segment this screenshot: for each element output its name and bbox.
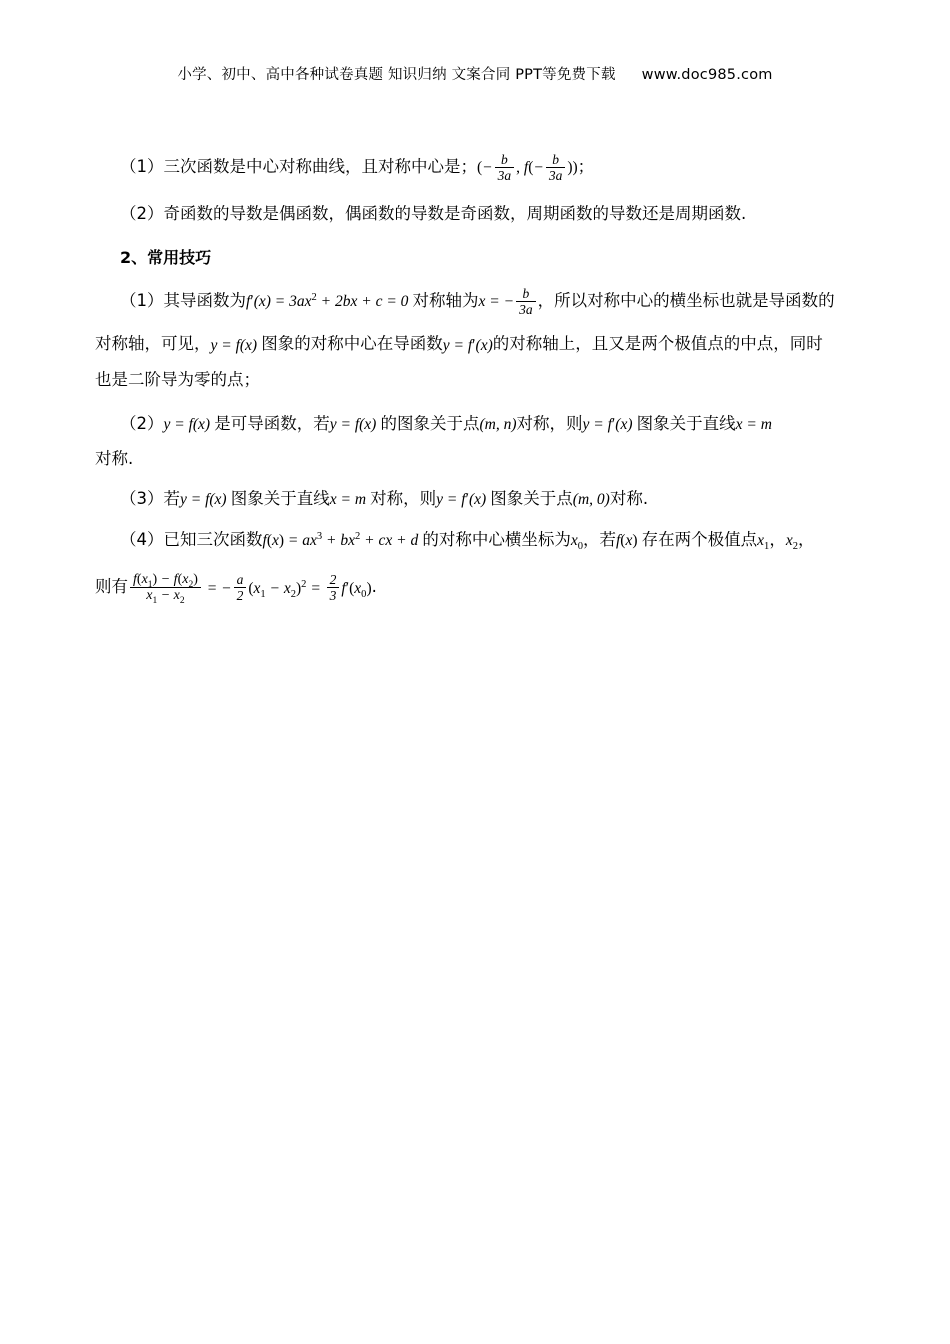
p2-formula-3: (m, n) <box>479 415 517 433</box>
p1-text-b: 对称轴为 <box>412 291 479 311</box>
p1-text-e: 图象的对称中心在导函数 <box>261 334 443 354</box>
p4-formula-2: $x_0$ <box>570 532 583 553</box>
p4-formula-3: f(x) <box>615 532 638 550</box>
paragraph-technique-4 <box>95 525 865 556</box>
item1-prefix: （1）三次函数是中心对称曲线，且对称中心是； <box>120 157 477 176</box>
p1-formula-1: $f'(x) = 3ax^2 + 2bx + c = 0$ <box>246 292 409 311</box>
paragraph-technique-1b <box>95 329 865 360</box>
paragraph-item-1 <box>95 140 865 195</box>
p2-formula-5: x = m <box>735 415 772 433</box>
p1-formula-3: y = f(x) <box>210 336 258 354</box>
p2-formula-2: y = f(x) <box>329 415 377 433</box>
p3-text-e: 对称. <box>609 488 649 508</box>
p5-text-a: 则有 <box>95 577 128 597</box>
p3-text-c: 对称，则 <box>370 488 437 508</box>
item2-text: （2）奇函数的导数是偶函数，偶函数的导数是奇函数，周期函数的导数还是周期函数. <box>120 204 747 224</box>
paragraph-technique-1c <box>95 365 865 395</box>
p4-text-a: （4）已知三次函数 <box>120 530 263 550</box>
p2-text-f: 对称. <box>95 448 134 468</box>
p2-formula-1: y = f(x) <box>163 415 211 433</box>
p1-formula-4: y = f′(x) <box>442 336 493 354</box>
p4-text-c: ，若 <box>582 530 616 550</box>
site-url: www.doc985.com <box>641 67 773 83</box>
promo-text: 小学、初中、高中各种试卷真题 知识归纳 文案合同 PPT等免费下载 <box>177 67 616 83</box>
section-heading: 2、常用技巧 <box>120 248 212 268</box>
paragraph-technique-2a <box>95 409 865 440</box>
paragraph-technique-4-result <box>95 560 865 615</box>
p3-formula-1: y = f(x) <box>180 491 227 509</box>
p3-formula-3: y = f′(x) <box>436 491 487 509</box>
p1-formula-2: x = − $\frac{b}{3a}$ <box>479 279 538 325</box>
p4-text-d: 存在两个极值点 <box>641 530 758 550</box>
p2-text-e: 图象关于直线 <box>636 413 736 433</box>
p3-text-b: 图象关于直线 <box>230 488 330 508</box>
item1-formula: (− $\frac{b}{3a}$ , f(− $\frac{b}{3a}$ )) <box>477 152 578 184</box>
p2-text-a: （2） <box>120 413 164 433</box>
p3-text-a: （3）若 <box>120 488 180 508</box>
paragraph-technique-1a <box>95 278 865 325</box>
p1-text-c: ，所以对称中心的横坐标也就是导函数的 <box>537 291 835 311</box>
p1-text-g: 也是二阶导为零的点； <box>95 369 260 389</box>
p1-text-d: 对称轴，可见， <box>95 334 211 354</box>
p3-text-d: 图象关于点 <box>490 488 573 508</box>
item1-suffix: ； <box>577 157 595 176</box>
paragraph-technique-2b <box>95 444 865 474</box>
document-content <box>95 140 865 620</box>
p3-formula-4: (m, 0) <box>572 491 610 509</box>
p2-text-b: 是可导函数，若 <box>214 413 330 433</box>
p4-formula-4: $x_1$ <box>757 532 770 553</box>
paragraph-technique-3 <box>95 484 865 515</box>
p1-text-a: （1）其导函数为 <box>120 291 246 311</box>
header-promo <box>0 63 950 84</box>
p2-formula-4: y = f′(x) <box>582 415 633 433</box>
p3-formula-2: x = m <box>329 491 367 509</box>
p4-comma: ， <box>769 530 786 550</box>
p4-formula-5: $x_2$ <box>785 532 798 553</box>
p2-text-d: 对称，则 <box>516 413 583 433</box>
paragraph-item-2 <box>95 199 865 229</box>
p1-text-f: 的对称轴上，且又是两个极值点的中点，同时 <box>492 334 823 354</box>
p5-formula: $\frac{f(x_1) - f(x_2)}{x_1 - x_2}$ = − $\frac{a}{2}$ $(x_1 - x_2)^2$ = $\frac{2}{3}$ $f'(x_0)$ <box>128 562 372 616</box>
p2-text-c: 的图象关于点 <box>380 413 480 433</box>
p4-formula-1: $f(x) = ax^3 + bx^2$ + cx + d <box>262 531 419 550</box>
p4-text-e: ， <box>797 530 815 550</box>
p5-period: . <box>371 577 377 597</box>
p4-text-b: 的对称中心横坐标为 <box>422 530 571 550</box>
